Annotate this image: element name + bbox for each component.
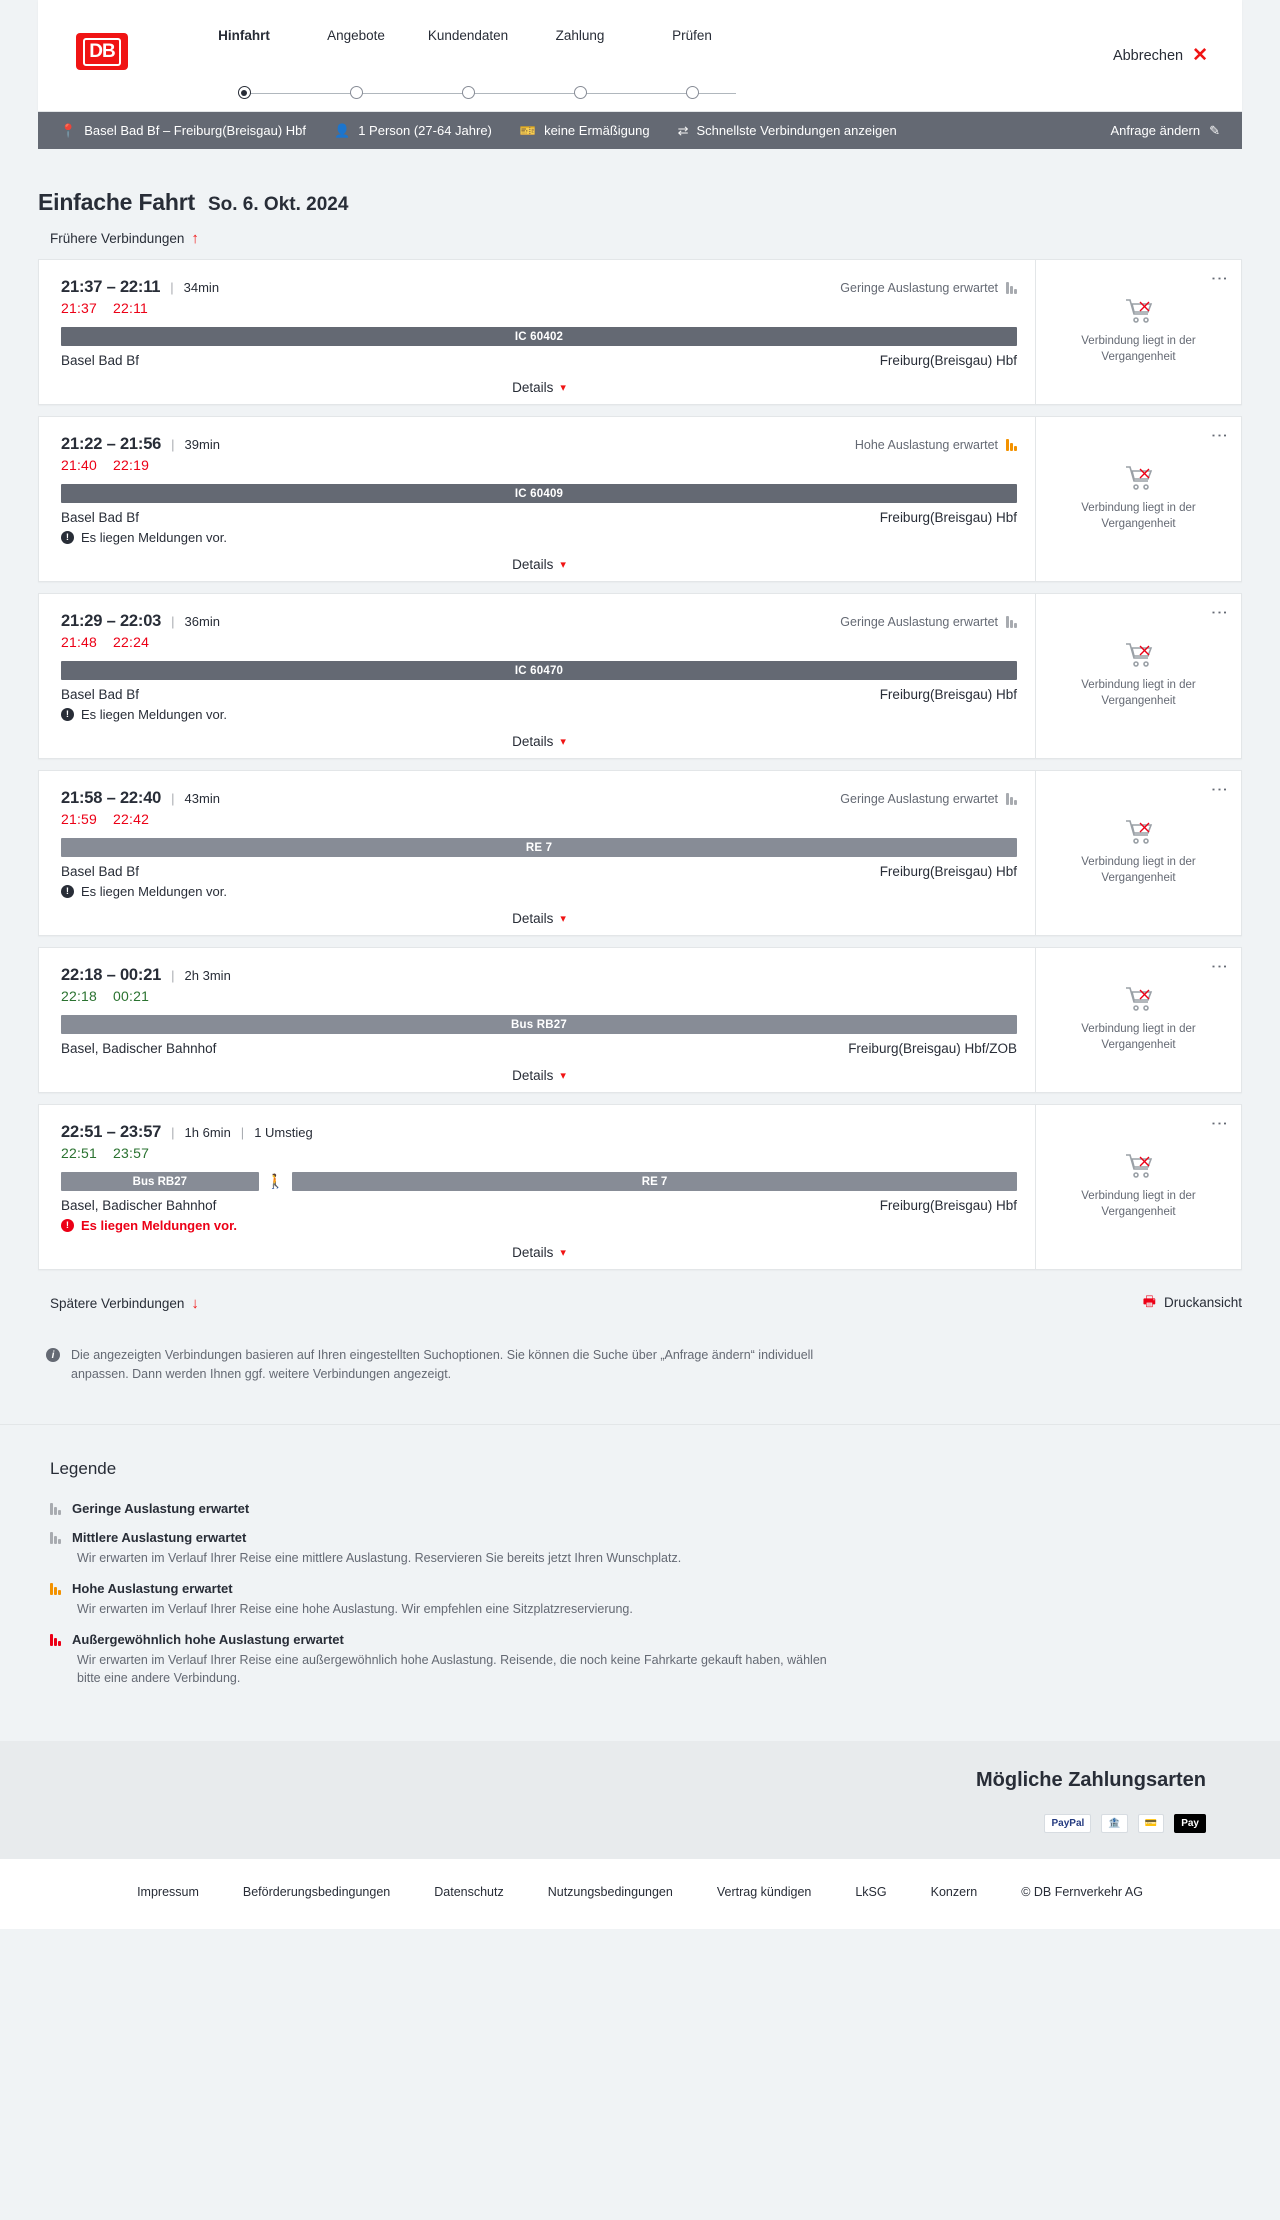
edit-query-button[interactable] xyxy=(1110,123,1220,139)
legend-section xyxy=(0,1424,1280,1742)
disruption-message-label: Es liegen Meldungen vor. xyxy=(81,707,227,722)
realtime-arrival: 23:57 xyxy=(113,1145,150,1161)
legend-item xyxy=(50,1530,1242,1567)
connection-card[interactable] xyxy=(38,593,1242,759)
past-connection-note: Verbindung liegt in der Vergangenheit xyxy=(1081,502,1196,530)
location-pin-icon: 📍 xyxy=(60,122,77,138)
realtime-row xyxy=(61,988,1017,1004)
chevron-down-icon: ▾ xyxy=(560,1070,566,1082)
train-leg-bar[interactable]: RE 7 xyxy=(292,1172,1017,1191)
legend-item xyxy=(50,1581,1242,1618)
query-summary-bar xyxy=(38,112,1242,149)
occupancy-icon xyxy=(1006,792,1017,805)
legend-item xyxy=(50,1501,1242,1516)
results-title: Einfache Fahrt xyxy=(38,189,195,215)
db-logo-text: DB xyxy=(83,38,120,66)
footer-link[interactable]: Datenschutz xyxy=(434,1885,504,1899)
legend-title: Legende xyxy=(50,1458,117,1478)
origin-station: Basel Bad Bf xyxy=(61,510,140,525)
app-header xyxy=(38,0,1242,112)
disruption-message-label: Es liegen Meldungen vor. xyxy=(81,530,227,545)
payment-methods-title: Mögliche Zahlungsarten xyxy=(975,1769,1206,1791)
connection-card-main xyxy=(39,260,1035,404)
footer-link[interactable]: LkSG xyxy=(855,1885,887,1899)
connection-duration: 39min xyxy=(184,437,220,452)
connection-card-main xyxy=(39,771,1035,935)
connection-header-row xyxy=(61,278,1017,297)
realtime-row xyxy=(61,300,1017,316)
connection-card-side xyxy=(1035,1105,1241,1269)
details-toggle[interactable] xyxy=(61,380,1017,395)
footer-link[interactable]: Nutzungsbedingungen xyxy=(547,1885,673,1899)
details-label: Details xyxy=(512,1068,554,1083)
past-connection-note: Verbindung liegt in der Vergangenheit xyxy=(1081,1023,1196,1051)
more-options-icon[interactable]: ⋮ xyxy=(1210,781,1229,798)
past-connection-note: Verbindung liegt in der Vergangenheit xyxy=(1081,679,1196,707)
details-label: Details xyxy=(512,1245,554,1260)
pencil-icon: ✎ xyxy=(1209,122,1220,138)
page-footer xyxy=(0,1859,1280,1929)
earlier-connections-button[interactable] xyxy=(50,230,1242,247)
details-toggle[interactable] xyxy=(61,557,1017,572)
results-footer-row xyxy=(38,1281,1242,1324)
details-label: Details xyxy=(512,734,554,749)
destination-station: Freiburg(Breisgau) Hbf xyxy=(879,510,1017,525)
connection-duration: 34min xyxy=(183,280,220,295)
more-options-icon[interactable]: ⋮ xyxy=(1210,427,1229,444)
person-icon: 👤 xyxy=(334,122,351,138)
step-angebote[interactable] xyxy=(300,28,412,43)
query-sorting[interactable] xyxy=(678,123,897,139)
connection-duration: 43min xyxy=(184,791,220,806)
chevron-down-icon: ▾ xyxy=(560,736,566,748)
realtime-departure: 22:51 xyxy=(61,1145,98,1161)
origin-station: Basel Bad Bf xyxy=(61,687,140,702)
train-leg-bar[interactable]: IC 60470 xyxy=(61,661,1017,680)
occupancy-icon xyxy=(1006,438,1017,451)
shopping-cart-icon xyxy=(1125,298,1153,324)
step-label: Prüfen xyxy=(672,28,712,43)
payment-icon-row xyxy=(38,1814,1206,1833)
footer-link[interactable]: Vertrag kündigen xyxy=(716,1885,812,1899)
connection-card-side xyxy=(1035,594,1241,758)
shopping-cart-icon xyxy=(1125,986,1153,1012)
exclamation-icon: ! xyxy=(61,531,74,544)
station-row xyxy=(61,687,1017,702)
connection-header-row xyxy=(61,966,1017,985)
exclamation-icon: ! xyxy=(61,885,74,898)
db-logo xyxy=(76,33,128,70)
exclamation-icon: ! xyxy=(61,1219,74,1232)
step-label: Angebote xyxy=(327,28,385,43)
connection-card-side xyxy=(1035,948,1241,1092)
connection-card[interactable] xyxy=(38,416,1242,582)
occupancy-icon xyxy=(50,1531,61,1544)
connection-card-side xyxy=(1035,417,1241,581)
past-connection-note: Verbindung liegt in der Vergangenheit xyxy=(1081,1190,1196,1218)
past-connection-note: Verbindung liegt in der Vergangenheit xyxy=(1081,856,1196,884)
connection-duration: 2h 3min xyxy=(184,968,231,983)
connection-header-row xyxy=(61,789,1017,808)
copyright-text: © DB Fernverkehr AG xyxy=(1021,1885,1143,1899)
step-zahlung[interactable] xyxy=(524,28,636,43)
connection-header-row xyxy=(61,435,1017,454)
legend-item-description: Wir erwarten im Verlauf Ihrer Reise eine außergewöhnlich hohe Auslastung. Reisende, die noch keine Fahrkarte gekauft haben, wählen bitte eine andere Verbindung. xyxy=(77,1652,827,1685)
occupancy-indicator xyxy=(840,615,1017,629)
legend-item xyxy=(50,1632,1242,1687)
connection-header-row xyxy=(61,612,1017,631)
shopping-cart-icon xyxy=(1125,1153,1153,1179)
connection-card[interactable] xyxy=(38,259,1242,405)
connection-card[interactable] xyxy=(38,1104,1242,1270)
card-icon: 🎫 xyxy=(519,122,537,138)
train-leg-bar[interactable]: IC 60409 xyxy=(61,484,1017,503)
query-discount-label: keine Ermäßigung xyxy=(544,123,650,138)
more-options-icon[interactable]: ⋮ xyxy=(1210,1115,1229,1132)
apple-pay-icon: Pay xyxy=(1174,1814,1206,1833)
connection-changes: 1 Umstieg xyxy=(254,1125,313,1140)
connection-card-side xyxy=(1035,260,1241,404)
train-leg-bar[interactable]: RE 7 xyxy=(61,838,1017,857)
station-row xyxy=(61,1041,1017,1056)
station-row xyxy=(61,864,1017,879)
origin-station: Basel, Badischer Bahnhof xyxy=(61,1198,217,1213)
legend-item-head xyxy=(50,1501,1242,1516)
step-dot-zahlung[interactable] xyxy=(574,86,587,99)
legend-item-description: Wir erwarten im Verlauf Ihrer Reise eine mittlere Auslastung. Reservieren Sie bereits jetzt Ihren Wunschplatz. xyxy=(77,1550,682,1565)
occupancy-label: Geringe Auslastung erwartet xyxy=(840,791,998,806)
details-label: Details xyxy=(512,380,554,395)
connection-card[interactable] xyxy=(38,770,1242,936)
cancel-button[interactable] xyxy=(1113,46,1208,65)
step-dot-angebote[interactable] xyxy=(350,86,363,99)
earlier-connections-label: Frühere Verbindungen xyxy=(50,231,185,246)
details-label: Details xyxy=(512,911,554,926)
realtime-row xyxy=(61,811,1017,827)
legend-item-head xyxy=(50,1581,1242,1596)
step-label: Zahlung xyxy=(555,28,605,43)
query-passengers-label: 1 Person (27-64 Jahre) xyxy=(358,123,492,138)
realtime-departure: 21:40 xyxy=(61,457,98,473)
connection-card-main xyxy=(39,1105,1035,1269)
disruption-message[interactable] xyxy=(61,530,1017,545)
search-options-hint-text: Die angezeigten Verbindungen basieren auf Ihren eingestellten Suchoptionen. Sie können die Suche über „Anfrage ändern“ individuell anpassen. Dann werden Ihnen ggf. weitere Verbindungen angezeigt. xyxy=(71,1348,814,1381)
footer-link[interactable]: Impressum xyxy=(137,1885,199,1899)
station-row xyxy=(61,353,1017,368)
arrow-down-icon: ↓ xyxy=(191,1295,199,1312)
step-dot-pruefen[interactable] xyxy=(686,86,699,99)
connection-time-range: 21:29 – 22:03 xyxy=(61,612,162,630)
disruption-message-label: Es liegen Meldungen vor. xyxy=(81,884,227,899)
step-dot-hinfahrt[interactable] xyxy=(238,86,251,99)
connection-card-side xyxy=(1035,771,1241,935)
destination-station: Freiburg(Breisgau) Hbf xyxy=(879,353,1017,368)
meta-separator: | xyxy=(171,437,175,452)
disruption-message[interactable] xyxy=(61,884,1017,899)
step-pruefen[interactable] xyxy=(636,28,748,43)
train-leg-bar[interactable]: Bus RB27 xyxy=(61,1015,1017,1034)
legend-item-head xyxy=(50,1632,1242,1647)
occupancy-indicator xyxy=(840,792,1017,806)
step-hinfahrt[interactable] xyxy=(188,28,300,43)
meta-separator: | xyxy=(171,1125,175,1140)
connection-card-main xyxy=(39,417,1035,581)
occupancy-icon xyxy=(1006,615,1017,628)
realtime-row xyxy=(61,457,1017,473)
connection-duration: 36min xyxy=(184,614,220,629)
details-toggle[interactable] xyxy=(61,734,1017,749)
occupancy-icon xyxy=(50,1582,61,1595)
realtime-departure: 22:18 xyxy=(61,988,98,1004)
arrow-up-icon: ↑ xyxy=(191,230,199,247)
step-kundendaten[interactable] xyxy=(412,28,524,43)
chevron-down-icon: ▾ xyxy=(560,913,566,925)
legend-item-label: Mittlere Auslastung erwartet xyxy=(72,1529,247,1545)
legend-item-label: Geringe Auslastung erwartet xyxy=(72,1500,250,1516)
details-toggle[interactable] xyxy=(61,911,1017,926)
origin-station: Basel Bad Bf xyxy=(61,353,140,368)
legend-item-label: Außergewöhnlich hohe Auslastung erwartet xyxy=(72,1631,344,1647)
walk-icon: 🚶 xyxy=(266,1173,285,1189)
close-icon: ✕ xyxy=(1192,45,1208,66)
step-label: Hinfahrt xyxy=(218,28,270,43)
details-toggle[interactable] xyxy=(61,1245,1017,1260)
edit-query-label: Anfrage ändern xyxy=(1110,123,1201,138)
query-discount[interactable] xyxy=(520,123,650,139)
connection-time-range: 21:37 – 22:11 xyxy=(61,278,161,296)
occupancy-indicator xyxy=(855,438,1017,452)
step-label: Kundendaten xyxy=(427,28,509,43)
query-sorting-label: Schnellste Verbindungen anzeigen xyxy=(696,123,897,138)
disruption-message-label: Es liegen Meldungen vor. xyxy=(81,1218,238,1233)
legend-item-list xyxy=(38,1501,1242,1688)
occupancy-icon xyxy=(50,1502,61,1515)
later-connections-button[interactable] xyxy=(50,1295,199,1312)
footer-link[interactable]: Beförderungsbedingungen xyxy=(242,1885,391,1899)
paypal-label: PayPal xyxy=(1051,1818,1085,1829)
chevron-down-icon: ▾ xyxy=(560,559,566,571)
connection-header-row xyxy=(61,1123,1017,1142)
legend-item-label: Hohe Auslastung erwartet xyxy=(72,1580,233,1596)
realtime-arrival: 22:42 xyxy=(113,811,150,827)
legend-item-head xyxy=(50,1530,1242,1545)
step-label-row xyxy=(188,28,748,43)
connection-time-range: 21:58 – 22:40 xyxy=(61,789,162,807)
swap-arrows-icon: ⇄ xyxy=(677,122,689,138)
destination-station: Freiburg(Breisgau) Hbf/ZOB xyxy=(848,1041,1017,1056)
footer-link-row xyxy=(38,1885,1242,1899)
station-row xyxy=(61,1198,1017,1213)
query-passengers[interactable] xyxy=(334,123,492,139)
occupancy-indicator xyxy=(840,281,1017,295)
train-leg-bar[interactable]: IC 60402 xyxy=(61,327,1017,346)
print-view-label: Druckansicht xyxy=(1163,1295,1242,1310)
payment-methods-section xyxy=(0,1741,1280,1859)
footer-link[interactable]: Konzern xyxy=(930,1885,978,1899)
realtime-arrival: 22:24 xyxy=(113,634,150,650)
disruption-message[interactable] xyxy=(61,1218,1017,1233)
page-title xyxy=(38,189,1242,216)
occupancy-icon xyxy=(50,1633,61,1646)
connection-card-main xyxy=(39,594,1035,758)
step-dot-kundendaten[interactable] xyxy=(462,86,475,99)
past-connection-note: Verbindung liegt in der Vergangenheit xyxy=(1081,335,1196,363)
connection-time-range: 22:51 – 23:57 xyxy=(61,1123,162,1141)
chevron-down-icon: ▾ xyxy=(560,382,566,394)
realtime-arrival: 22:11 xyxy=(113,300,149,316)
connection-duration: 1h 6min xyxy=(184,1125,231,1140)
occupancy-label: Geringe Auslastung erwartet xyxy=(840,280,998,295)
query-route[interactable] xyxy=(60,123,306,139)
meta-separator: | xyxy=(240,1125,245,1140)
printer-icon: 🖶 xyxy=(1142,1292,1156,1309)
direct-debit-icon: 🏦 xyxy=(1101,1814,1127,1833)
progress-steps xyxy=(188,28,748,43)
destination-station: Freiburg(Breisgau) Hbf xyxy=(879,864,1017,879)
connection-list xyxy=(38,259,1242,1270)
meta-separator: | xyxy=(171,791,175,806)
shopping-cart-icon xyxy=(1125,642,1153,668)
step-dot-row xyxy=(188,86,748,99)
station-row xyxy=(61,510,1017,525)
later-connections-label: Spätere Verbindungen xyxy=(50,1296,185,1311)
print-view-button[interactable] xyxy=(1143,1291,1242,1315)
train-leg-row xyxy=(61,1172,1017,1191)
connection-time-range: 22:18 – 00:21 xyxy=(61,966,162,984)
connection-card[interactable] xyxy=(38,947,1242,1093)
meta-separator: | xyxy=(171,614,175,629)
destination-station: Freiburg(Breisgau) Hbf xyxy=(879,687,1017,702)
more-options-icon[interactable]: ⋮ xyxy=(1210,958,1229,975)
destination-station: Freiburg(Breisgau) Hbf xyxy=(879,1198,1017,1213)
realtime-departure: 21:48 xyxy=(61,634,98,650)
train-leg-bar[interactable]: Bus RB27 xyxy=(61,1172,259,1191)
cancel-label: Abbrechen xyxy=(1112,47,1184,64)
paypal-icon xyxy=(1044,1814,1091,1833)
shopping-cart-icon xyxy=(1125,465,1153,491)
realtime-row xyxy=(61,634,1017,650)
more-options-icon[interactable]: ⋮ xyxy=(1210,604,1229,621)
details-toggle[interactable] xyxy=(61,1068,1017,1083)
realtime-arrival: 00:21 xyxy=(113,988,150,1004)
realtime-row xyxy=(61,1145,1017,1161)
occupancy-icon xyxy=(1006,281,1017,294)
shopping-cart-icon xyxy=(1125,819,1153,845)
occupancy-label: Geringe Auslastung erwartet xyxy=(840,614,998,629)
query-route-label: Basel Bad Bf – Freiburg(Breisgau) Hbf xyxy=(84,123,307,138)
realtime-arrival: 22:19 xyxy=(113,457,150,473)
disruption-message[interactable] xyxy=(61,707,1017,722)
results-date: So. 6. Okt. 2024 xyxy=(207,194,349,215)
origin-station: Basel Bad Bf xyxy=(61,864,140,879)
realtime-departure: 21:37 xyxy=(61,300,98,316)
connection-time-range: 21:22 – 21:56 xyxy=(61,435,162,453)
info-icon: i xyxy=(46,1348,60,1362)
search-options-hint xyxy=(46,1346,816,1384)
meta-separator: | xyxy=(170,280,174,295)
occupancy-label: Hohe Auslastung erwartet xyxy=(854,437,998,452)
legend-item-description: Wir erwarten im Verlauf Ihrer Reise eine hohe Auslastung. Wir empfehlen eine Sitzplatzreservierung. xyxy=(77,1601,633,1616)
details-label: Details xyxy=(512,557,554,572)
exclamation-icon: ! xyxy=(61,708,74,721)
more-options-icon[interactable]: ⋮ xyxy=(1210,270,1229,287)
meta-separator: | xyxy=(171,968,175,983)
realtime-departure: 21:59 xyxy=(61,811,98,827)
connection-card-main xyxy=(39,948,1035,1092)
chevron-down-icon: ▾ xyxy=(560,1247,566,1259)
credit-card-icon: 💳 xyxy=(1138,1814,1164,1833)
results-section xyxy=(0,189,1280,1384)
origin-station: Basel, Badischer Bahnhof xyxy=(61,1041,217,1056)
